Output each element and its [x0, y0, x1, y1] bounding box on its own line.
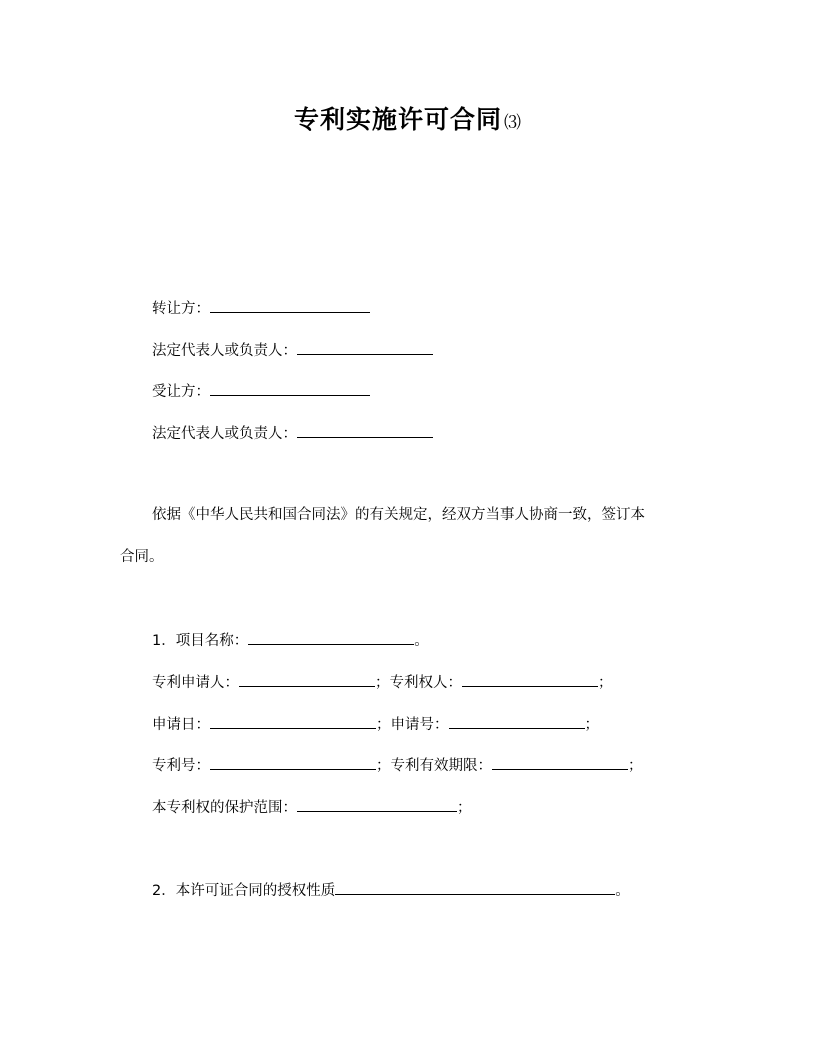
validity-period-label: 专利有效期限：: [390, 758, 492, 774]
applicant-semicolon: ；: [375, 675, 390, 691]
application-date-field[interactable]: [210, 714, 376, 729]
preamble-line-1: 依据《中华人民共和国合同法》的有关规定，经双方当事人协商一致，签订本: [152, 507, 645, 523]
license-nature-field[interactable]: [335, 880, 615, 895]
project-name-period: 。: [414, 633, 429, 649]
protection-scope-label: 本专利权的保护范围：: [152, 800, 297, 816]
project-name-label: 1．项目名称：: [152, 633, 249, 649]
transferor-field[interactable]: [210, 298, 370, 313]
application-no-label: 申请号：: [390, 717, 449, 733]
scope-semicolon: ；: [457, 800, 472, 816]
transferee-rep-field[interactable]: [297, 423, 433, 438]
patent-no-field[interactable]: [210, 755, 376, 770]
transferor-rep-field[interactable]: [297, 340, 433, 355]
patent-no-line: [152, 755, 643, 776]
app-date-semicolon: ；: [376, 717, 391, 733]
patent-applicant-label: 专利申请人：: [152, 675, 239, 691]
license-nature-label: 2．本许可证合同的授权性质: [152, 883, 336, 899]
transferee-line: [152, 381, 370, 402]
document-title: [0, 100, 816, 136]
transferee-rep-label: 法定代表人或负责人：: [152, 426, 297, 442]
patent-no-semicolon: ；: [376, 758, 391, 774]
transferor-rep-line: [152, 340, 433, 361]
license-nature-period: 。: [615, 883, 630, 899]
title-suffix: ⑶: [504, 113, 522, 133]
transferee-rep-line: [152, 423, 433, 444]
patentee-label: 专利权人：: [389, 675, 462, 691]
patentee-field[interactable]: [462, 672, 598, 687]
application-date-label: 申请日：: [152, 717, 210, 733]
protection-scope-field[interactable]: [297, 797, 457, 812]
license-nature-line: [152, 880, 630, 901]
preamble-line-2: 合同。: [120, 549, 164, 565]
protection-scope-line: [152, 797, 472, 818]
patent-no-label: 专利号：: [152, 758, 210, 774]
patent-applicant-field[interactable]: [239, 672, 375, 687]
applicant-line: [152, 672, 613, 693]
transferor-line: [152, 298, 370, 319]
transferee-field[interactable]: [210, 381, 370, 396]
transferor-rep-label: 法定代表人或负责人：: [152, 343, 297, 359]
title-main: 专利实施许可合同: [293, 105, 502, 134]
application-no-field[interactable]: [449, 714, 585, 729]
project-name-field[interactable]: [248, 630, 414, 645]
transferee-label: 受让方：: [152, 384, 210, 400]
validity-period-field[interactable]: [492, 755, 628, 770]
transferor-label: 转让方：: [152, 301, 210, 317]
app-no-semicolon: ；: [584, 717, 599, 733]
project-name-line: [152, 630, 429, 651]
patentee-semicolon: ；: [598, 675, 613, 691]
validity-semicolon: ；: [628, 758, 643, 774]
application-line: [152, 714, 599, 735]
